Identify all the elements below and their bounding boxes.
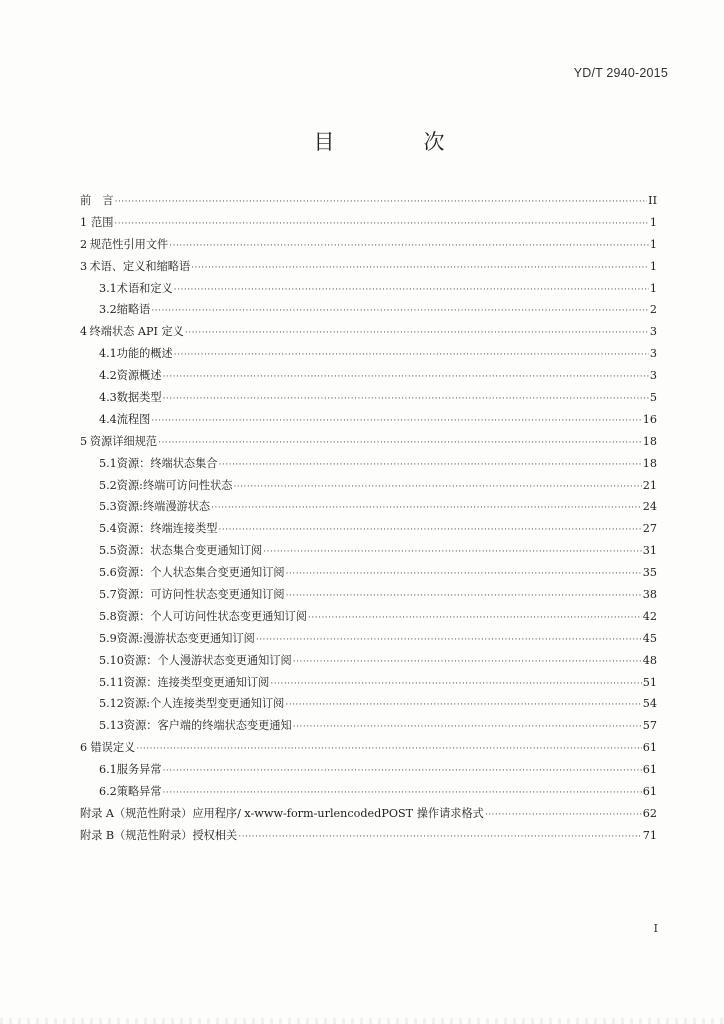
toc-entry-number: 5.5 [99, 544, 117, 558]
toc-entry[interactable] [80, 278, 657, 300]
toc-entry-number: 前 言 [80, 194, 114, 207]
toc-entry-number: 4.1 [99, 347, 117, 361]
toc-entry-number: 5.11 [99, 675, 124, 689]
toc-entry-title: 数据类型 [116, 391, 162, 405]
toc-entry-page: 1 [649, 237, 657, 251]
toc-entry[interactable] [80, 518, 657, 540]
toc-leader-dots [169, 236, 649, 258]
toc-entry[interactable] [80, 256, 657, 278]
toc-leader-dots [256, 630, 642, 652]
toc-entry-page: 1 [649, 259, 657, 273]
toc-leader-dots [185, 323, 649, 345]
toc-entry-number: 附录 B [80, 828, 115, 842]
toc-entry[interactable] [80, 475, 657, 497]
toc-entry-title: 功能的概述 [116, 347, 173, 361]
toc-leader-dots [136, 739, 642, 761]
toc-entry[interactable] [80, 737, 657, 759]
toc-entry-title: 资源：个人状态集合变更通知订阅 [116, 566, 285, 580]
toc-leader-dots [151, 301, 649, 323]
toc-entry-page: 27 [642, 522, 657, 536]
toc-entry-page: 5 [649, 391, 657, 405]
toc-entry-page: 45 [642, 631, 657, 645]
toc-entry-title: 策略异常 [116, 785, 162, 799]
toc-entry-number: 3.1 [99, 281, 117, 295]
page-number: I [653, 922, 658, 935]
toc-entry-number: 4.3 [99, 391, 117, 405]
toc-entry-title: （规范性附录）应用程序/ x-www-form-urlencodedPOST 操作请求格式 [114, 806, 484, 820]
toc-entry-page: II [648, 194, 657, 207]
toc-leader-dots [174, 345, 649, 367]
toc-entry-page: 35 [642, 566, 657, 580]
toc-entry[interactable] [80, 387, 657, 409]
toc-entry-title: 资源：可访问性状态变更通知订阅 [116, 588, 285, 602]
toc-entry-page: 71 [642, 828, 657, 842]
toc-entry[interactable] [80, 431, 657, 453]
toc-entry-title: 资源:个人连接类型变更通知订阅 [123, 697, 285, 711]
toc-entry-page: 57 [642, 719, 657, 733]
toc-leader-dots [286, 564, 642, 586]
toc-entry[interactable] [80, 781, 657, 803]
toc-leader-dots [158, 433, 642, 455]
toc-entry-number: 4 [80, 325, 88, 339]
toc-leader-dots [211, 498, 642, 520]
toc-leader-dots [270, 674, 641, 696]
toc-entry[interactable] [80, 693, 657, 715]
toc-entry-title: 规范性引用文件 [89, 237, 169, 251]
toc-leader-dots [293, 652, 642, 674]
toc-entry-number: 5.1 [99, 456, 117, 470]
toc-entry-number: 6 [80, 741, 88, 755]
toc-leader-dots [293, 717, 642, 739]
scan-edge-artifact [0, 1018, 724, 1024]
toc-entry[interactable] [80, 299, 657, 321]
toc-leader-dots [174, 280, 649, 302]
toc-entry-title: （规范性附录）授权相关 [114, 828, 238, 842]
toc-entry[interactable] [80, 453, 657, 475]
toc-leader-dots [114, 214, 648, 236]
toc-entry-number: 2 [80, 237, 88, 251]
toc-entry[interactable] [80, 803, 657, 825]
toc-entry-title: 错误定义 [90, 741, 136, 755]
toc-entry-page: 1 [649, 215, 657, 229]
toc-entry[interactable] [80, 562, 657, 584]
toc-entry-page: 1 [649, 281, 657, 295]
toc-leader-dots [191, 258, 649, 280]
toc-entry[interactable] [80, 343, 657, 365]
toc-entry-page: 18 [642, 434, 657, 448]
toc-entry-title: 服务异常 [116, 763, 162, 777]
toc-entry-title: 资源：终端连接类型 [116, 522, 218, 536]
toc-entry-number: 5.13 [99, 719, 124, 733]
toc-entry[interactable] [80, 540, 657, 562]
toc-leader-dots [308, 608, 642, 630]
table-of-contents [80, 190, 657, 847]
toc-entry[interactable] [80, 606, 657, 628]
toc-entry[interactable] [80, 496, 657, 518]
toc-entry-title: 资源：连接类型变更通知订阅 [123, 675, 270, 689]
toc-entry-number: 5.4 [99, 522, 117, 536]
toc-entry-title: 资源：终端状态集合 [116, 456, 218, 470]
toc-entry-number: 5 [80, 434, 88, 448]
toc-entry-number: 6.2 [99, 785, 117, 799]
toc-entry-number: 5.10 [99, 653, 124, 667]
toc-entry-number: 5.8 [99, 609, 117, 623]
toc-leader-dots [115, 192, 648, 214]
toc-entry-number: 5.3 [99, 500, 117, 514]
toc-entry-title: 资源:终端漫游状态 [116, 500, 211, 514]
toc-leader-dots [163, 389, 649, 411]
page-title: 目 次 [313, 130, 479, 154]
standard-code: YD/T 2940-2015 [573, 66, 668, 80]
toc-entry-number: 1 [80, 215, 88, 229]
toc-entry-number: 附录 A [80, 806, 115, 820]
toc-entry-page: 51 [642, 675, 657, 689]
toc-entry-title: 资源概述 [116, 369, 162, 383]
toc-leader-dots [238, 827, 642, 849]
toc-entry-page: 62 [642, 806, 657, 820]
toc-entry[interactable] [80, 212, 657, 234]
toc-entry-number: 3.2 [99, 303, 117, 317]
toc-entry-title: 术语和定义 [116, 281, 173, 295]
toc-entry-title: 流程图 [116, 412, 151, 426]
toc-entry-page: 3 [649, 347, 657, 361]
toc-entry-page: 42 [642, 609, 657, 623]
toc-entry-page: 3 [649, 369, 657, 383]
toc-leader-dots [286, 586, 642, 608]
toc-entry-title: 终端状态 API 定义 [89, 325, 184, 339]
toc-entry-number: 3 [80, 259, 88, 273]
toc-entry-page: 61 [642, 785, 657, 799]
toc-entry-title: 范围 [91, 215, 114, 229]
toc-entry[interactable] [80, 234, 657, 256]
toc-entry[interactable] [80, 321, 657, 343]
toc-entry-page: 31 [642, 544, 657, 558]
toc-entry-number: 5.2 [99, 478, 117, 492]
toc-entry[interactable] [80, 190, 657, 212]
toc-entry-title: 资源详细规范 [89, 434, 158, 448]
toc-entry[interactable] [80, 715, 657, 737]
toc-entry-title: 资源：个人可访问性状态变更通知订阅 [116, 609, 307, 623]
toc-entry-title: 资源：状态集合变更通知订阅 [116, 544, 263, 558]
toc-entry[interactable] [80, 409, 657, 431]
toc-entry-page: 61 [642, 763, 657, 777]
toc-leader-dots [263, 542, 642, 564]
toc-entry-page: 61 [642, 741, 657, 755]
toc-leader-dots [163, 783, 642, 805]
toc-entry-page: 21 [642, 478, 657, 492]
toc-entry-title: 资源:漫游状态变更通知订阅 [116, 631, 255, 645]
toc-entry-page: 48 [642, 653, 657, 667]
toc-leader-dots [485, 805, 642, 827]
toc-leader-dots [233, 477, 641, 499]
toc-entry-number: 5.6 [99, 566, 117, 580]
toc-entry-title: 术语、定义和缩略语 [89, 259, 191, 273]
toc-entry-page: 54 [642, 697, 657, 711]
toc-entry-title: 缩略语 [116, 303, 151, 317]
toc-leader-dots [285, 695, 641, 717]
toc-entry[interactable] [80, 759, 657, 781]
toc-entry[interactable] [80, 628, 657, 650]
toc-entry-number: 5.12 [99, 697, 124, 711]
toc-entry-number: 5.7 [99, 588, 117, 602]
toc-entry-title: 资源：客户端的终端状态变更通知 [123, 719, 292, 733]
toc-entry-number: 4.2 [99, 369, 117, 383]
toc-leader-dots [151, 411, 641, 433]
toc-leader-dots [219, 455, 642, 477]
toc-entry[interactable] [80, 825, 657, 847]
toc-entry[interactable] [80, 672, 657, 694]
toc-leader-dots [219, 520, 642, 542]
toc-entry-page: 24 [642, 500, 657, 514]
toc-entry[interactable] [80, 584, 657, 606]
toc-entry-title: 资源：个人漫游状态变更通知订阅 [123, 653, 292, 667]
toc-entry-page: 16 [642, 412, 657, 426]
toc-entry-number: 4.4 [99, 412, 117, 426]
toc-entry-page: 38 [642, 588, 657, 602]
toc-entry-page: 18 [642, 456, 657, 470]
toc-entry-page: 2 [649, 303, 657, 317]
toc-entry-number: 6.1 [99, 763, 117, 777]
toc-entry[interactable] [80, 365, 657, 387]
toc-leader-dots [163, 367, 649, 389]
toc-leader-dots [163, 761, 642, 783]
toc-entry[interactable] [80, 650, 657, 672]
toc-entry-number: 5.9 [99, 631, 117, 645]
toc-entry-title: 资源:终端可访问性状态 [116, 478, 233, 492]
toc-entry-page: 3 [649, 325, 657, 339]
